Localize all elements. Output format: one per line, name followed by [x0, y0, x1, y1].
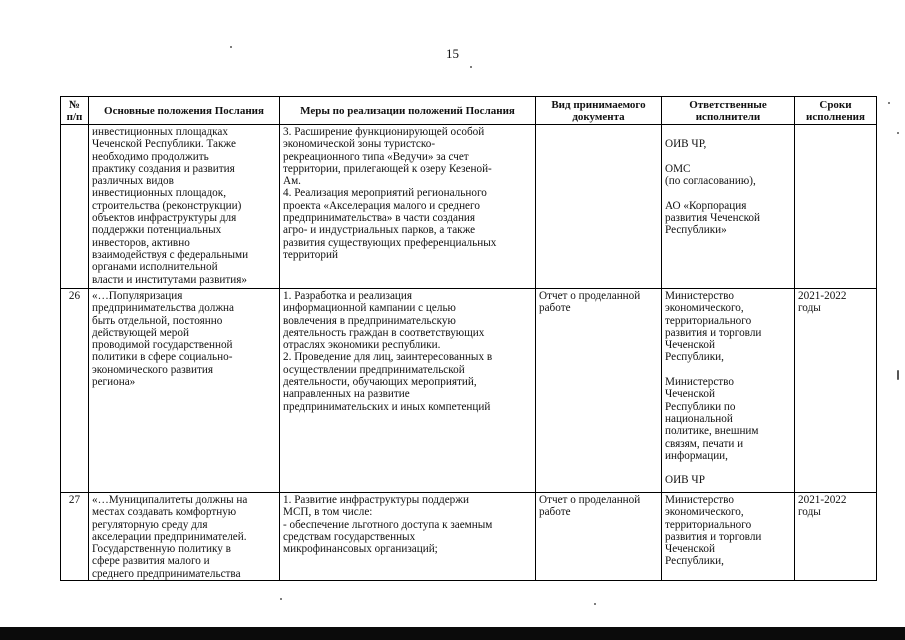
- header-provisions: Основные положения Послания: [89, 97, 280, 125]
- scan-bottom-edge: [0, 627, 905, 640]
- executors-cell: Министерство экономического, территориального развития и торговли Чеченской Республики, Министерство Чеченской Республики по национальной политике, внешним связям, печати и информации, ОИВ ЧР: [662, 289, 795, 493]
- header-executors: Ответственные исполнители: [662, 97, 795, 125]
- executors-cell: Министерство экономического, территориального развития и торговли Чеченской Республики,: [662, 493, 795, 581]
- scan-speck: [897, 132, 899, 134]
- row-number: [61, 125, 89, 289]
- scan-speck: [888, 102, 890, 104]
- measures-cell: 1. Развитие инфраструктуры поддержи МСП, в том числе: - обеспечение льготного доступа к заемным средствам государственных микрофинансовых организаций;: [280, 493, 536, 581]
- header-deadline: Сроки исполнения: [795, 97, 877, 125]
- page-number: 15: [446, 46, 459, 61]
- doc-type-cell: Отчет о проделанной работе: [536, 289, 662, 493]
- doc-type-cell: [536, 125, 662, 289]
- header-doc-type: Вид принимаемого документа: [536, 97, 662, 125]
- provisions-cell: «…Муниципалитеты должны на местах создавать комфортную регуляторную среду для акселерации предпринимателей. Государственную политику в сфере развития малого и среднего предпринимательства: [89, 493, 280, 581]
- scan-speck: [594, 603, 596, 605]
- header-measures: Меры по реализации положений Послания: [280, 97, 536, 125]
- deadline-cell: [795, 125, 877, 289]
- scan-speck: [897, 370, 899, 380]
- row-number: 26: [61, 289, 89, 493]
- provisions-cell: инвестиционных площадках Чеченской Республики. Также необходимо продолжить практику создания и развития различных видов инвестиционных площадок, строительства (реконструкции) объектов инфраструктуры для поддержки потенциальных инвесторов, активно взаимодействуя с федеральными органами исполнительной власти и институтами развития»: [89, 125, 280, 289]
- table-row: [61, 289, 877, 493]
- measures-cell: 1. Разработка и реализация информационной кампании с целью вовлечения в предпринимательскую деятельность граждан в соответствующих отраслях экономики республики. 2. Проведение для лиц, заинтересованных в осуществлении предпринимательской деятельности, обучающих мероприятий, направленных на развитие предпринимательских и иных компетенций: [280, 289, 536, 493]
- provisions-cell: «…Популяризация предпринимательства должна быть отдельной, постоянно действующей мерой проводимой государственной политики в сфере социально- экономического развития региона»: [89, 289, 280, 493]
- row-number: 27: [61, 493, 89, 581]
- scan-speck: [230, 46, 232, 48]
- table-row: [61, 125, 877, 289]
- table-header-row: [61, 97, 877, 125]
- executors-cell: ОИВ ЧР, ОМС (по согласованию), АО «Корпорация развития Чеченской Республики»: [662, 125, 795, 289]
- measures-table: [60, 96, 877, 581]
- header-num: № п/п: [61, 97, 89, 125]
- doc-type-cell: Отчет о проделанной работе: [536, 493, 662, 581]
- deadline-cell: 2021-2022 годы: [795, 493, 877, 581]
- deadline-cell: 2021-2022 годы: [795, 289, 877, 493]
- scan-speck: [470, 66, 472, 68]
- scan-speck: [280, 598, 282, 600]
- table-row: [61, 493, 877, 581]
- measures-cell: 3. Расширение функционирующей особой экономической зоны туристско- рекреационного типа «Ведучи» за счет территории, прилегающей к озеру Кезеной- Ам. 4. Реализация мероприятий регионального проекта «Акселерация малого и среднего предпринимательства» в части создания агро- и индустриальных парков, а также развития существующих преференциальных территорий: [280, 125, 536, 289]
